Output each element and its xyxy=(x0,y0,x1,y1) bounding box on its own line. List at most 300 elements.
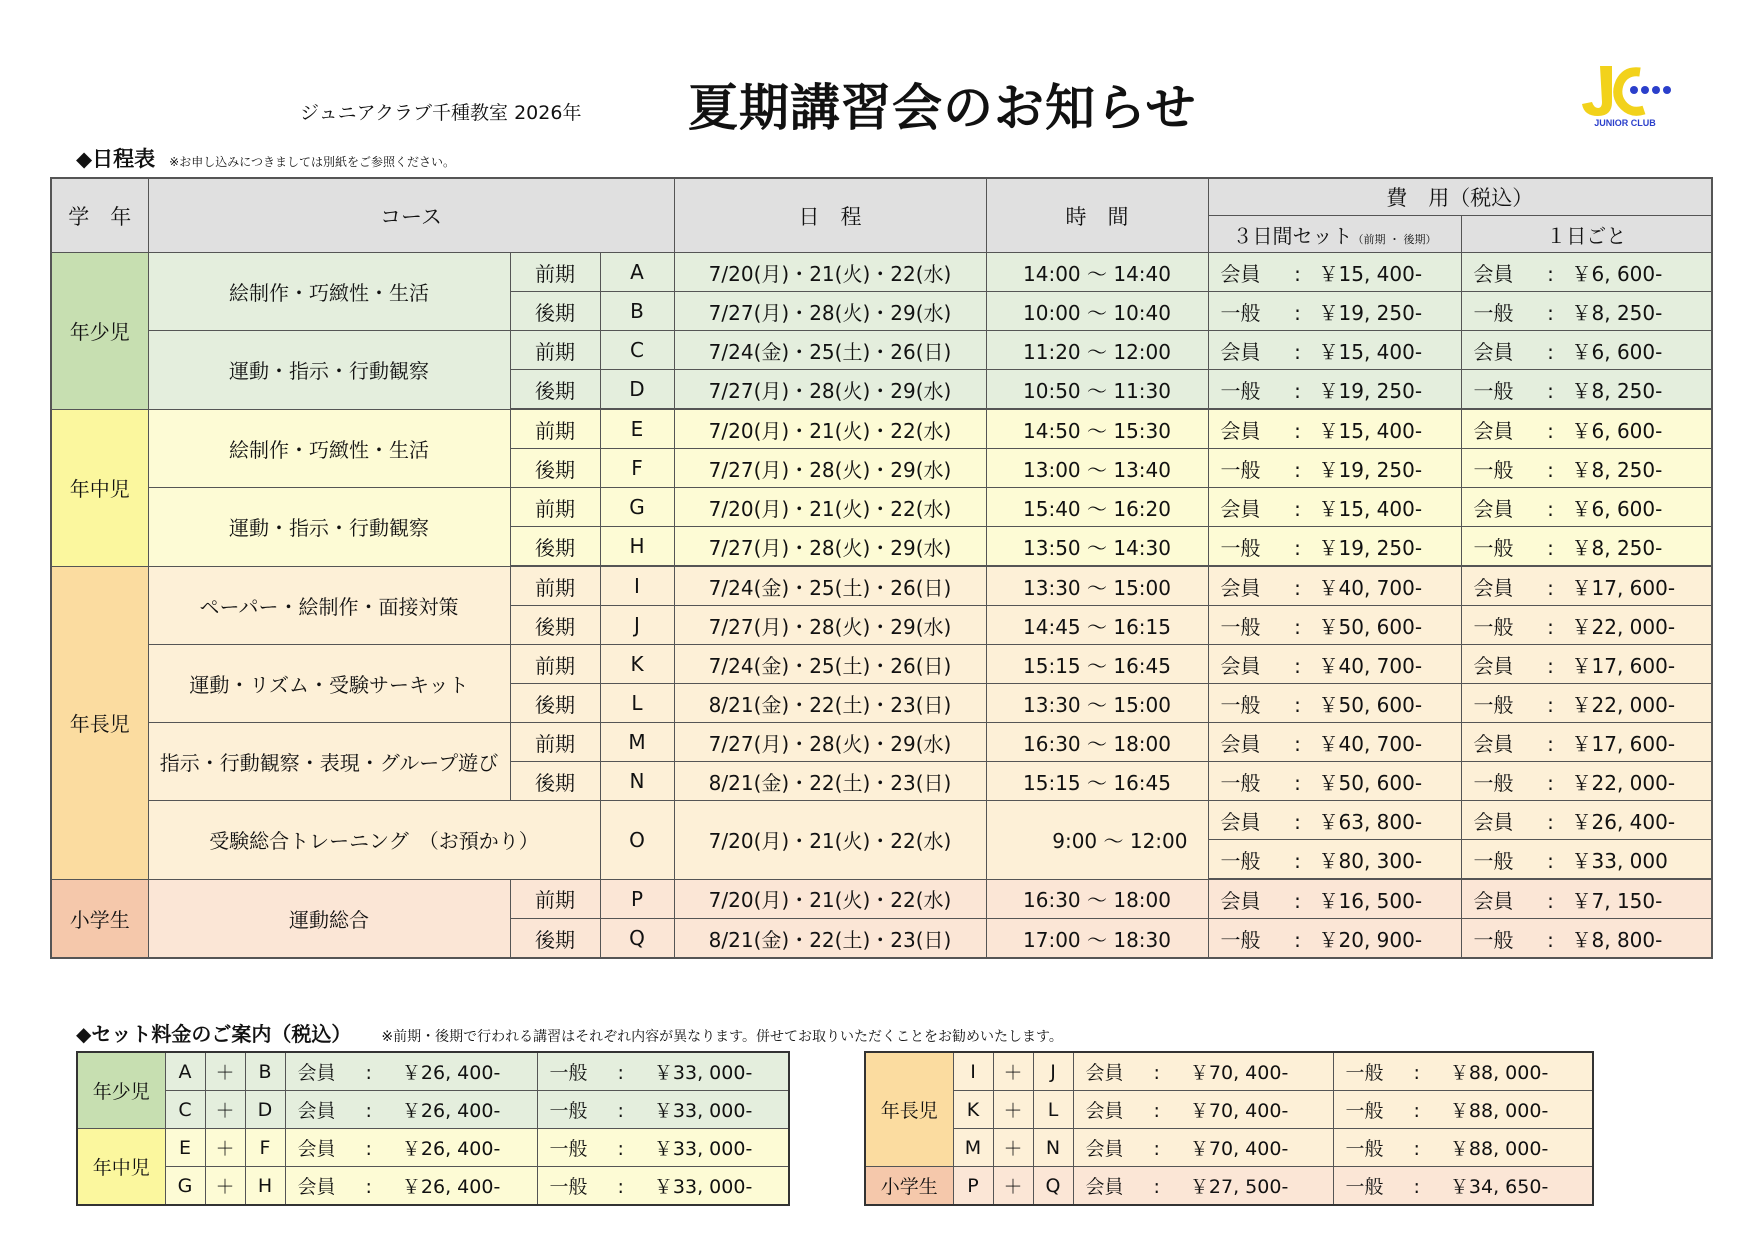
session-term: 後期 xyxy=(510,449,600,488)
day-fee xyxy=(1461,449,1712,488)
set-fee-kind: 会員 xyxy=(1220,339,1261,364)
schedule-row xyxy=(51,566,1712,606)
set-general-amount: ￥88, 000- xyxy=(1449,1100,1549,1122)
day-fee-kind: 会員 xyxy=(1473,888,1514,913)
session-dates: 7/20(月)・21(火)・22(水) xyxy=(674,801,986,880)
day-fee-kind: 一般 xyxy=(1473,692,1514,717)
session-time: 10:50 ～ 11:30 xyxy=(986,370,1208,410)
session-dates: 7/27(月)・28(火)・29(水) xyxy=(674,606,986,645)
set-combo-plus: ＋ xyxy=(205,1052,245,1091)
header-fee: 費 用（税込） xyxy=(1208,178,1712,216)
set-fee xyxy=(1208,488,1461,527)
set-member-amount: ￥70, 400- xyxy=(1189,1138,1289,1160)
set-general-price xyxy=(1333,1167,1593,1206)
set-fee-amount: ￥19, 250- xyxy=(1318,300,1423,325)
set-general-amount: ￥33, 000- xyxy=(653,1138,753,1160)
set-general-label: 一般 xyxy=(549,1176,588,1198)
set-fee-kind: 会員 xyxy=(1220,731,1261,756)
set-member-label: 会員 xyxy=(297,1138,336,1160)
fee-separator: : xyxy=(1294,809,1301,834)
session-time: 15:15 ～ 16:45 xyxy=(986,762,1208,801)
session-time: 13:50 ～ 14:30 xyxy=(986,527,1208,567)
session-term: 前期 xyxy=(510,331,600,370)
set-general-amount: ￥88, 000- xyxy=(1449,1138,1549,1160)
course-name: ペーパー・絵制作・面接対策 xyxy=(148,566,510,645)
set-general-amount: ￥33, 000- xyxy=(653,1100,753,1122)
day-fee xyxy=(1461,566,1712,606)
header-dates: 日 程 xyxy=(674,178,986,253)
logo-dot xyxy=(1652,86,1660,94)
session-code: J xyxy=(600,606,674,645)
set-combo-b: Q xyxy=(1033,1167,1073,1206)
set-combo-b: B xyxy=(245,1052,285,1091)
fee-separator: : xyxy=(1547,496,1554,521)
set-fee xyxy=(1208,879,1461,919)
day-fee xyxy=(1461,801,1712,840)
set-separator: : xyxy=(365,1100,372,1122)
fee-separator: : xyxy=(1294,927,1301,952)
header-set3 xyxy=(1208,216,1461,253)
set-combo-a: C xyxy=(165,1091,205,1129)
set-member-label: 会員 xyxy=(297,1062,336,1084)
set-price-table-right xyxy=(864,1051,1594,1206)
set-member-price xyxy=(1073,1129,1333,1167)
session-term: 前期 xyxy=(510,488,600,527)
day-fee xyxy=(1461,527,1712,567)
fee-separator: : xyxy=(1294,614,1301,639)
day-fee xyxy=(1461,762,1712,801)
set-fee xyxy=(1208,840,1461,880)
set-member-label: 会員 xyxy=(297,1176,336,1198)
day-fee-kind: 会員 xyxy=(1473,575,1514,600)
set-member-price xyxy=(1073,1091,1333,1129)
set-combo-a: M xyxy=(953,1129,993,1167)
logo-dot xyxy=(1663,86,1671,94)
set-general-price xyxy=(1333,1091,1593,1129)
fee-separator: : xyxy=(1294,770,1301,795)
session-code: M xyxy=(600,723,674,762)
set-member-price xyxy=(1073,1052,1333,1091)
set-member-amount: ￥70, 400- xyxy=(1189,1100,1289,1122)
set-fee xyxy=(1208,253,1461,292)
schedule-row xyxy=(51,879,1712,919)
day-fee xyxy=(1461,370,1712,410)
day-fee-amount: ￥22, 000- xyxy=(1571,614,1676,639)
set-row xyxy=(865,1052,1593,1091)
set-member-label: 会員 xyxy=(1085,1138,1124,1160)
set-separator: : xyxy=(1413,1138,1420,1160)
day-fee-kind: 一般 xyxy=(1473,614,1514,639)
day-fee-kind: 会員 xyxy=(1473,653,1514,678)
schedule-section-note: ※お申し込みにつきましては別紙をご参照ください。 xyxy=(169,155,455,169)
day-fee-kind: 一般 xyxy=(1473,848,1514,873)
fee-separator: : xyxy=(1294,496,1301,521)
day-fee xyxy=(1461,331,1712,370)
fee-separator: : xyxy=(1294,731,1301,756)
set-section-note: ※前期・後期で行われる講習はそれぞれ内容が異なります。併せてお取りいただくことをお勧めいたします。 xyxy=(381,1029,1063,1045)
fee-separator: : xyxy=(1547,692,1554,717)
day-fee-kind: 一般 xyxy=(1473,457,1514,482)
set-fee-kind: 一般 xyxy=(1220,614,1261,639)
day-fee-amount: ￥17, 600- xyxy=(1571,575,1676,600)
set-separator: : xyxy=(1413,1100,1420,1122)
fee-separator: : xyxy=(1547,535,1554,560)
day-fee xyxy=(1461,488,1712,527)
session-term: 後期 xyxy=(510,292,600,331)
set-separator: : xyxy=(617,1138,624,1160)
set-fee-amount: ￥15, 400- xyxy=(1318,261,1423,286)
set-fee xyxy=(1208,801,1461,840)
session-code: H xyxy=(600,527,674,567)
set-fee xyxy=(1208,449,1461,488)
set-member-price xyxy=(285,1129,537,1167)
course-name: 絵制作・巧緻性・生活 xyxy=(148,409,510,488)
set-fee-amount: ￥20, 900- xyxy=(1318,927,1423,952)
day-fee-amount: ￥8, 800- xyxy=(1571,927,1663,952)
set-section-heading: ◆セット料金のご案内（税込） xyxy=(76,1022,352,1046)
fee-separator: : xyxy=(1294,535,1301,560)
session-dates: 7/27(月)・28(火)・29(水) xyxy=(674,723,986,762)
day-fee xyxy=(1461,253,1712,292)
set-row xyxy=(77,1129,789,1167)
course-name: 運動・指示・行動観察 xyxy=(148,331,510,410)
session-term: 前期 xyxy=(510,645,600,684)
set-combo-plus: ＋ xyxy=(205,1091,245,1129)
set-separator: : xyxy=(617,1100,624,1122)
logo-text: JUNIOR CLUB xyxy=(1594,118,1656,128)
set-fee-kind: 会員 xyxy=(1220,888,1261,913)
session-time: 13:00 ～ 13:40 xyxy=(986,449,1208,488)
session-dates: 7/24(金)・25(土)・26(日) xyxy=(674,645,986,684)
set-fee-amount: ￥15, 400- xyxy=(1318,339,1423,364)
header-course: コース xyxy=(148,178,674,253)
course-name: 運動総合 xyxy=(148,879,510,958)
header-time: 時 間 xyxy=(986,178,1208,253)
set-fee-kind: 会員 xyxy=(1220,261,1261,286)
course-name: 受験総合トレーニング （お預かり） xyxy=(148,801,600,880)
junior-club-logo xyxy=(1570,62,1680,130)
set-member-price xyxy=(285,1091,537,1129)
day-fee-kind: 会員 xyxy=(1473,496,1514,521)
header-subtitle: ジュニアクラブ千種教室 2026年 xyxy=(300,102,582,124)
course-name: 指示・行動観察・表現・グループ遊び xyxy=(148,723,510,801)
set-combo-plus: ＋ xyxy=(993,1052,1033,1091)
fee-separator: : xyxy=(1547,731,1554,756)
set-grade-label: 年長児 xyxy=(865,1052,953,1167)
grade-label: 年中児 xyxy=(51,409,148,566)
set-grade-label: 年少児 xyxy=(77,1052,165,1129)
session-code: I xyxy=(600,566,674,606)
session-dates: 8/21(金)・22(土)・23(日) xyxy=(674,684,986,723)
session-term: 後期 xyxy=(510,527,600,567)
set-combo-a: A xyxy=(165,1052,205,1091)
session-dates: 7/27(月)・28(火)・29(水) xyxy=(674,292,986,331)
day-fee xyxy=(1461,684,1712,723)
set-fee xyxy=(1208,723,1461,762)
day-fee-amount: ￥6, 600- xyxy=(1571,339,1663,364)
day-fee-kind: 会員 xyxy=(1473,418,1514,443)
set-combo-b: H xyxy=(245,1167,285,1206)
day-fee xyxy=(1461,879,1712,919)
set-fee-kind: 会員 xyxy=(1220,496,1261,521)
session-term: 前期 xyxy=(510,566,600,606)
fee-separator: : xyxy=(1294,848,1301,873)
fee-separator: : xyxy=(1294,575,1301,600)
set-fee-kind: 会員 xyxy=(1220,809,1261,834)
day-fee xyxy=(1461,409,1712,449)
session-time: 14:50 ～ 15:30 xyxy=(986,409,1208,449)
set-separator: : xyxy=(1413,1062,1420,1084)
set-general-price xyxy=(537,1129,789,1167)
fee-separator: : xyxy=(1547,848,1554,873)
set-general-price xyxy=(1333,1052,1593,1091)
day-fee-amount: ￥8, 250- xyxy=(1571,300,1663,325)
course-name: 運動・指示・行動観察 xyxy=(148,488,510,567)
session-dates: 7/20(月)・21(火)・22(水) xyxy=(674,488,986,527)
fee-separator: : xyxy=(1547,770,1554,795)
set-general-amount: ￥88, 000- xyxy=(1449,1062,1549,1084)
day-fee-amount: ￥8, 250- xyxy=(1571,535,1663,560)
fee-separator: : xyxy=(1547,653,1554,678)
header-set3-note: （前期 ・ 後期） xyxy=(1352,232,1437,246)
session-term: 前期 xyxy=(510,879,600,919)
set-separator: : xyxy=(617,1176,624,1198)
logo-dot xyxy=(1641,86,1649,94)
fee-separator: : xyxy=(1294,418,1301,443)
set-general-label: 一般 xyxy=(1345,1100,1384,1122)
session-time: 16:30 ～ 18:00 xyxy=(986,879,1208,919)
logo-dot xyxy=(1630,86,1638,94)
header-day1: １日ごと xyxy=(1461,216,1712,253)
set-fee xyxy=(1208,331,1461,370)
set-combo-b: D xyxy=(245,1091,285,1129)
set-member-price xyxy=(1073,1167,1333,1206)
set-fee xyxy=(1208,409,1461,449)
set-combo-plus: ＋ xyxy=(205,1129,245,1167)
set-separator: : xyxy=(617,1062,624,1084)
session-time: 15:40 ～ 16:20 xyxy=(986,488,1208,527)
session-dates: 8/21(金)・22(土)・23(日) xyxy=(674,762,986,801)
set-fee-amount: ￥80, 300- xyxy=(1318,848,1423,873)
logo-j-shape xyxy=(1582,66,1612,116)
session-term: 後期 xyxy=(510,762,600,801)
day-fee-amount: ￥22, 000- xyxy=(1571,770,1676,795)
set-separator: : xyxy=(1153,1100,1160,1122)
fee-separator: : xyxy=(1294,888,1301,913)
grade-label: 年少児 xyxy=(51,253,148,410)
session-time: 10:00 ～ 10:40 xyxy=(986,292,1208,331)
fee-separator: : xyxy=(1547,457,1554,482)
set-combo-plus: ＋ xyxy=(993,1129,1033,1167)
day-fee xyxy=(1461,645,1712,684)
session-dates: 7/20(月)・21(火)・22(水) xyxy=(674,879,986,919)
set-general-price xyxy=(537,1052,789,1091)
set-fee-amount: ￥15, 400- xyxy=(1318,496,1423,521)
session-dates: 7/27(月)・28(火)・29(水) xyxy=(674,449,986,488)
set-row xyxy=(865,1091,1593,1129)
session-code: G xyxy=(600,488,674,527)
fee-separator: : xyxy=(1547,614,1554,639)
set-fee-amount: ￥40, 700- xyxy=(1318,653,1423,678)
set-fee-amount: ￥16, 500- xyxy=(1318,888,1423,913)
fee-separator: : xyxy=(1294,457,1301,482)
set-fee-amount: ￥63, 800- xyxy=(1318,809,1423,834)
set-general-label: 一般 xyxy=(549,1138,588,1160)
grade-label: 小学生 xyxy=(51,879,148,958)
fee-separator: : xyxy=(1547,418,1554,443)
set-fee xyxy=(1208,919,1461,959)
session-time: 16:30 ～ 18:00 xyxy=(986,723,1208,762)
fee-separator: : xyxy=(1547,378,1554,403)
set-general-amount: ￥33, 000- xyxy=(653,1062,753,1084)
set-combo-b: F xyxy=(245,1129,285,1167)
grade-label: 年長児 xyxy=(51,566,148,879)
course-name: 絵制作・巧緻性・生活 xyxy=(148,253,510,331)
set-fee xyxy=(1208,606,1461,645)
set-fee-amount: ￥50, 600- xyxy=(1318,770,1423,795)
day-fee xyxy=(1461,723,1712,762)
session-code: O xyxy=(600,801,674,880)
set-row xyxy=(77,1052,789,1091)
set-separator: : xyxy=(1413,1176,1420,1198)
day-fee-kind: 一般 xyxy=(1473,770,1514,795)
set-combo-a: I xyxy=(953,1052,993,1091)
set-general-price xyxy=(537,1167,789,1206)
set-fee-kind: 会員 xyxy=(1220,653,1261,678)
set-separator: : xyxy=(1153,1138,1160,1160)
schedule-row xyxy=(51,409,1712,449)
day-fee-kind: 会員 xyxy=(1473,809,1514,834)
day-fee-kind: 一般 xyxy=(1473,300,1514,325)
schedule-row xyxy=(51,488,1712,527)
set-combo-a: P xyxy=(953,1167,993,1206)
set-combo-plus: ＋ xyxy=(993,1091,1033,1129)
page-title: 夏期講習会のお知らせ xyxy=(688,79,1197,137)
fee-separator: : xyxy=(1547,575,1554,600)
day-fee-amount: ￥17, 600- xyxy=(1571,731,1676,756)
set-combo-a: G xyxy=(165,1167,205,1206)
day-fee-amount: ￥17, 600- xyxy=(1571,653,1676,678)
schedule-section-heading: ◆日程表 xyxy=(76,147,156,171)
session-dates: 7/24(金)・25(土)・26(日) xyxy=(674,566,986,606)
session-term: 後期 xyxy=(510,370,600,410)
set-member-amount: ￥26, 400- xyxy=(401,1100,501,1122)
day-fee-amount: ￥6, 600- xyxy=(1571,261,1663,286)
session-time: 15:15 ～ 16:45 xyxy=(986,645,1208,684)
set-row xyxy=(865,1129,1593,1167)
day-fee-amount: ￥33, 000 xyxy=(1571,848,1668,873)
session-time: 14:00 ～ 14:40 xyxy=(986,253,1208,292)
set-fee-kind: 一般 xyxy=(1220,457,1261,482)
day-fee-kind: 会員 xyxy=(1473,339,1514,364)
fee-separator: : xyxy=(1294,653,1301,678)
set-general-label: 一般 xyxy=(1345,1138,1384,1160)
header-set3-label: ３日間セット xyxy=(1232,223,1353,248)
schedule-table xyxy=(50,177,1713,959)
schedule-row xyxy=(51,253,1712,292)
day-fee-kind: 一般 xyxy=(1473,378,1514,403)
session-time: 9:00 ～ 12:00 xyxy=(986,801,1208,880)
day-fee-kind: 一般 xyxy=(1473,535,1514,560)
session-code: E xyxy=(600,409,674,449)
set-fee xyxy=(1208,527,1461,567)
set-member-label: 会員 xyxy=(1085,1062,1124,1084)
session-dates: 8/21(金)・22(土)・23(日) xyxy=(674,919,986,959)
fee-separator: : xyxy=(1294,692,1301,717)
day-fee xyxy=(1461,292,1712,331)
session-code: C xyxy=(600,331,674,370)
set-fee-kind: 一般 xyxy=(1220,770,1261,795)
set-member-price xyxy=(285,1052,537,1091)
set-combo-b: L xyxy=(1033,1091,1073,1129)
set-member-label: 会員 xyxy=(297,1100,336,1122)
session-dates: 7/20(月)・21(火)・22(水) xyxy=(674,409,986,449)
set-section-title xyxy=(76,1018,1063,1047)
set-row xyxy=(77,1167,789,1206)
fee-separator: : xyxy=(1547,300,1554,325)
set-member-price xyxy=(285,1167,537,1206)
set-member-amount: ￥26, 400- xyxy=(401,1062,501,1084)
fee-separator: : xyxy=(1547,927,1554,952)
fee-separator: : xyxy=(1547,339,1554,364)
session-code: B xyxy=(600,292,674,331)
set-fee xyxy=(1208,370,1461,410)
course-name: 運動・リズム・受験サーキット xyxy=(148,645,510,723)
schedule-row xyxy=(51,645,1712,684)
set-fee-kind: 一般 xyxy=(1220,378,1261,403)
set-general-label: 一般 xyxy=(1345,1062,1384,1084)
session-code: K xyxy=(600,645,674,684)
set-member-amount: ￥27, 500- xyxy=(1189,1176,1289,1198)
set-combo-a: K xyxy=(953,1091,993,1129)
set-fee-kind: 一般 xyxy=(1220,300,1261,325)
set-row xyxy=(77,1091,789,1129)
session-dates: 7/24(金)・25(土)・26(日) xyxy=(674,331,986,370)
set-fee xyxy=(1208,292,1461,331)
day-fee-amount: ￥8, 250- xyxy=(1571,378,1663,403)
fee-separator: : xyxy=(1294,261,1301,286)
set-fee-amount: ￥19, 250- xyxy=(1318,535,1423,560)
session-term: 前期 xyxy=(510,253,600,292)
set-price-table-left xyxy=(76,1051,790,1206)
set-fee xyxy=(1208,645,1461,684)
session-term: 後期 xyxy=(510,606,600,645)
set-fee-amount: ￥40, 700- xyxy=(1318,731,1423,756)
fee-separator: : xyxy=(1547,809,1554,834)
set-fee-amount: ￥19, 250- xyxy=(1318,378,1423,403)
session-code: F xyxy=(600,449,674,488)
session-code: A xyxy=(600,253,674,292)
header-grade: 学 年 xyxy=(51,178,148,253)
session-term: 前期 xyxy=(510,723,600,762)
set-fee xyxy=(1208,566,1461,606)
session-code: L xyxy=(600,684,674,723)
day-fee xyxy=(1461,919,1712,959)
day-fee xyxy=(1461,840,1712,880)
fee-separator: : xyxy=(1294,339,1301,364)
set-general-price xyxy=(1333,1129,1593,1167)
set-fee-kind: 一般 xyxy=(1220,927,1261,952)
fee-separator: : xyxy=(1547,261,1554,286)
set-fee-kind: 一般 xyxy=(1220,692,1261,717)
session-term: 後期 xyxy=(510,919,600,959)
session-dates: 7/27(月)・28(火)・29(水) xyxy=(674,527,986,567)
session-code: Q xyxy=(600,919,674,959)
set-member-amount: ￥26, 400- xyxy=(401,1176,501,1198)
set-fee-amount: ￥50, 600- xyxy=(1318,614,1423,639)
set-separator: : xyxy=(365,1062,372,1084)
day-fee-amount: ￥26, 400- xyxy=(1571,809,1676,834)
